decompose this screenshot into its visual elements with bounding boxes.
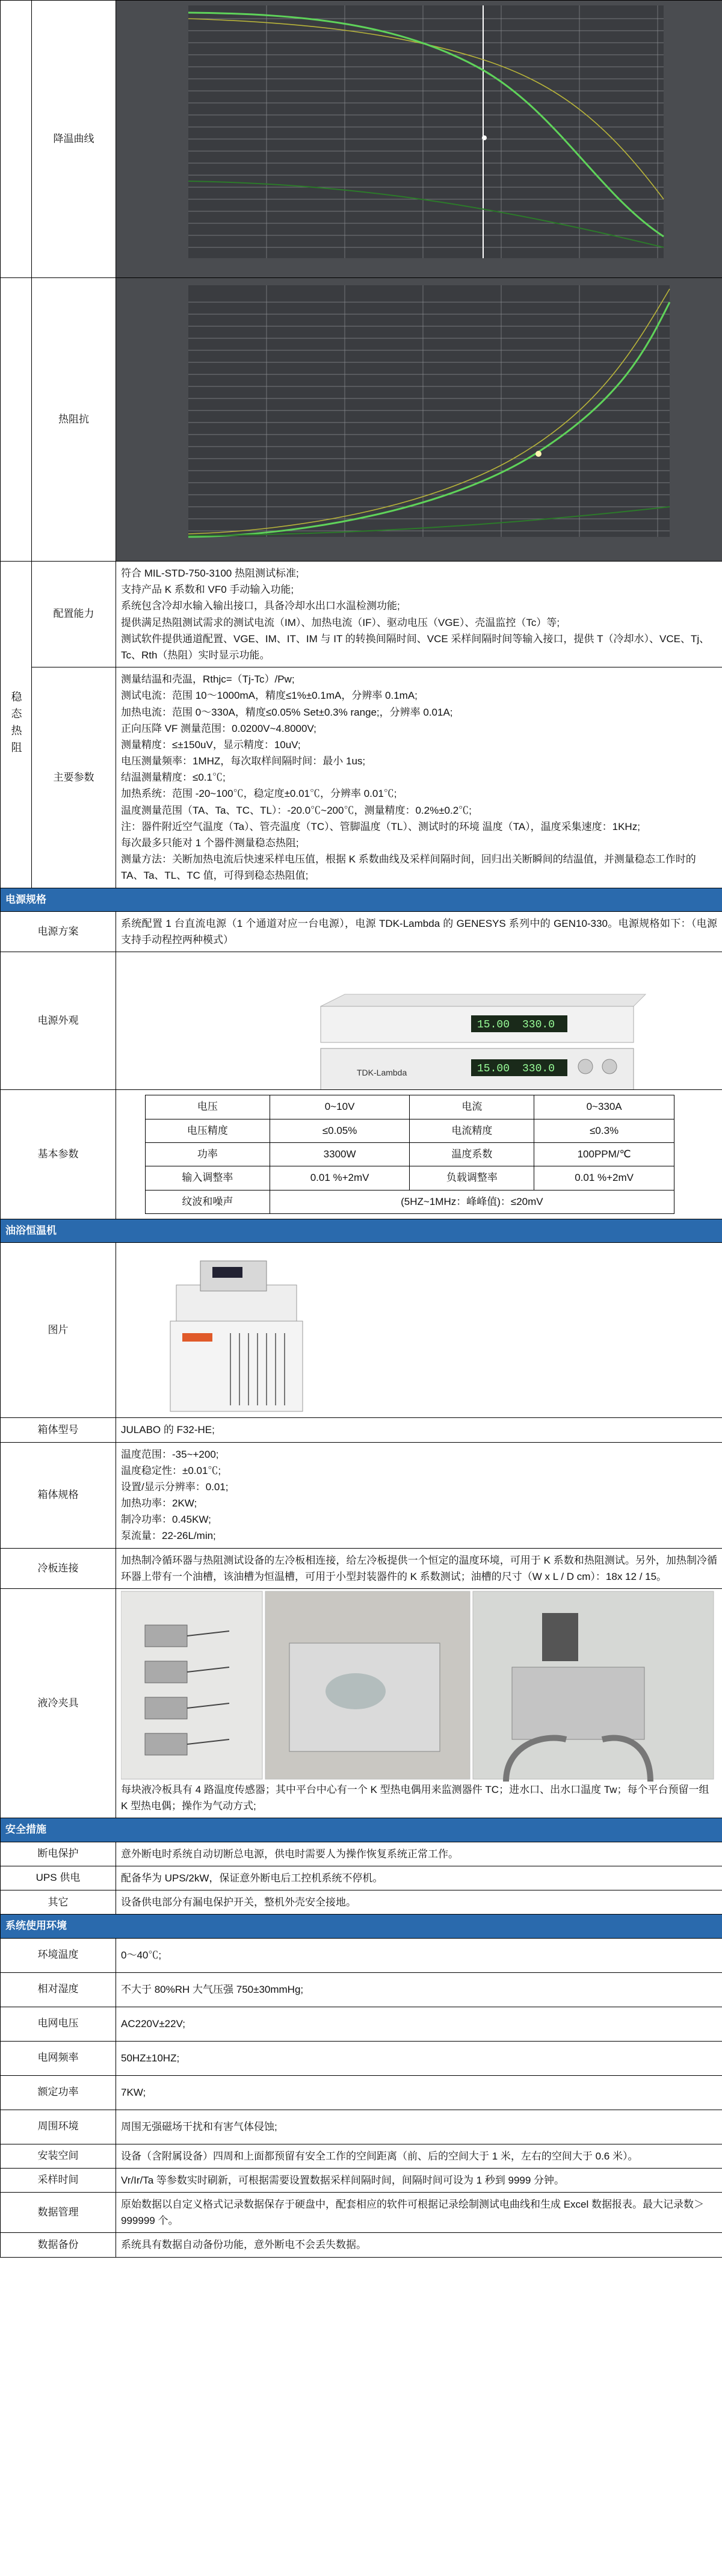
spec-cell: ≤0.05% [270, 1119, 410, 1142]
env-label: 额定功率 [1, 2075, 116, 2110]
row-safety [1, 1866, 722, 1890]
env-label: 相对湿度 [1, 1972, 116, 2007]
fixture-photos [121, 1589, 717, 1782]
param-line: 测试电流：范围 10～1000mA，精度≤1%±0.1mA，分辨率 0.1mA; [121, 690, 418, 702]
row-env [1, 2007, 722, 2041]
param-line: 温度测量范围（TA、Ta、TC、TL）：-20.0℃~200℃，测量精度：0.2%±0.2℃; [121, 804, 472, 816]
param-line: 电压测量频率：1MHZ，每次取样间隔时间：最小 1us; [121, 755, 366, 767]
row-env [1, 2110, 722, 2144]
safety-text: 设备供电部分有漏电保护开关，整机外壳安全接地。 [116, 1890, 722, 1915]
spec-row [146, 1095, 674, 1119]
env-text: 0～40℃; [116, 1938, 722, 1972]
power-appearance-label: 电源外观 [1, 952, 116, 1090]
spec-cell: 电流 [410, 1095, 534, 1119]
param-line: 加热系统：范围 -20~100℃，稳定度±0.01℃，分辨率 0.01℃; [121, 788, 397, 800]
section-env-title: 系统使用环境 [1, 1915, 722, 1938]
blank-cell [1, 278, 32, 562]
spec-cell: 负载调整率 [410, 1166, 534, 1190]
config-line: 测试软件提供通道配置、VGE、IM、IT、IM 与 IT 的转换间隔时间、VCE 采样间隔时间等输入接口，提供 T（冷却水）、VCE、Tj、Tc、Rth（热阻）实时显示功能。 [121, 633, 710, 661]
bath-model-label: 箱体型号 [1, 1418, 116, 1442]
bath-plate-text: 加热制冷循环器与热阻测试设备的左冷板相连接，给左冷板提供一个恒定的温度环境，可用于 K 系数和热阻测试。另外，加热制冷循环器上带有一个油槽，该油槽为恒温槽，可用于小型封装器件的 K 系数测试；油槽的尺寸（W x L / D cm）：18x 12 / 15。 [116, 1548, 722, 1588]
bath-image-cell [116, 1243, 722, 1418]
row-env [1, 2233, 722, 2257]
spec-cell: 功率 [146, 1142, 270, 1166]
config-line: 提供满足热阻测试需求的测试电流（IM）、加热电流（IF）、驱动电压（VGE）、壳温监控（Tc）等; [121, 616, 560, 628]
spec-row [146, 1166, 674, 1190]
row-env [1, 2193, 722, 2233]
display-current: 330.0 [522, 1019, 555, 1032]
cooling-curve-label: 降温曲线 [32, 1, 116, 278]
cooling-curve-chart-cell [116, 1, 722, 278]
bath-spec-line: 设置/显示分辨率：0.01; [121, 1481, 229, 1493]
row-env [1, 2168, 722, 2192]
row-bath-plate [1, 1548, 722, 1588]
row-safety [1, 1890, 722, 1915]
spec-cell: 温度系数 [410, 1142, 534, 1166]
bath-model-value: JULABO 的 F32-HE; [116, 1418, 722, 1442]
spec-row [146, 1119, 674, 1142]
row-thermal-resistance [1, 278, 722, 562]
env-text: 原始数据以自定义格式记录数据保存于硬盘中，配套相应的软件可根据记录绘制测试电曲线和生成 Excel 数据报表。最大记录数＞999999 个。 [116, 2193, 722, 2233]
spec-cell: 电流精度 [410, 1119, 534, 1142]
bath-spec-line: 温度范围：-35~+200; [121, 1448, 219, 1460]
env-text: Vr/Ir/Ta 等参数实时刷新，可根据需要设置数据采样间隔时间，间隔时间可设为 1 秒到 9999 分钟。 [116, 2168, 722, 2192]
param-line: 测量方法：关断加热电流后快速采样电压值，根据 K 系数曲线及采样间隔时间，回归出关断瞬间的结温值，并测量稳态工作时的 TA、Ta、TL、TC 值，可得到稳态热阻值; [121, 853, 696, 882]
section-env [1, 1915, 722, 1938]
row-params [1, 667, 722, 888]
brand-label: TDK-Lambda [357, 1068, 407, 1078]
env-text: 不大于 80%RH 大气压强 750±30mmHg; [116, 1972, 722, 2007]
spec-cell: 0~330A [534, 1095, 674, 1119]
cursor-marker [482, 135, 487, 140]
steady-state-side-label [1, 562, 32, 888]
env-text: 50HZ±10HZ; [116, 2041, 722, 2075]
power-appearance-image-cell [116, 952, 722, 1090]
section-bath-title: 油浴恒温机 [1, 1219, 722, 1243]
blank-cell [1, 1, 32, 278]
spec-row [146, 1190, 674, 1213]
env-label: 电网电压 [1, 2007, 116, 2041]
bath-spec-content [116, 1442, 722, 1548]
config-content [116, 562, 722, 667]
safety-text: 意外断电时系统自动切断总电源，供电时需要人为操作恢复系统正常工作。 [116, 1842, 722, 1866]
row-bath-fixture [1, 1589, 722, 1818]
spec-cell: 0.01 %+2mV [534, 1166, 674, 1190]
section-safety-title: 安全措施 [1, 1818, 722, 1842]
env-text: 周围无强磁场干扰和有害气体侵蚀; [116, 2110, 722, 2144]
row-cooling-curve [1, 1, 722, 278]
fixture-photo-1 [121, 1591, 262, 1779]
display-voltage: 15.00 [477, 1019, 510, 1032]
power-basic-cell [116, 1090, 722, 1219]
row-power-basic [1, 1090, 722, 1219]
display-voltage-2: 15.00 [477, 1063, 510, 1076]
safety-text: 配备华为 UPS/2kW，保证意外断电后工控机系统不停机。 [116, 1866, 722, 1890]
env-label: 采样时间 [1, 2168, 116, 2192]
cursor-marker-2 [535, 451, 542, 457]
row-env [1, 2041, 722, 2075]
env-label: 电网频率 [1, 2041, 116, 2075]
env-label: 周围环境 [1, 2110, 116, 2144]
section-power-title: 电源规格 [1, 888, 722, 911]
steady-state-side-text: 稳态热阻 [10, 690, 22, 758]
bath-fixture-cell [116, 1589, 722, 1818]
row-power-appearance [1, 952, 722, 1090]
bath-fixture-text: 每块液冷板具有 4 路温度传感器；其中平台中心有一个 K 型热电偶用来监测器件 TC；进水口、出水口温度 Tw；每个平台预留一组 K 型热电偶；操作为气动方式; [121, 1784, 709, 1812]
row-env [1, 1938, 722, 1972]
env-text: 设备（含附属设备）四周和上面都预留有安全工作的空间距离（前、后的空间大于 1 米，左右的空间大于 0.6 米）。 [116, 2144, 722, 2168]
params-label: 主要参数 [32, 667, 116, 888]
row-safety [1, 1842, 722, 1866]
env-text: AC220V±22V; [116, 2007, 722, 2041]
config-line: 系统包含冷却水输入输出接口，具备冷却水出口水温检测功能; [121, 600, 400, 612]
spec-cell: ≤0.3% [534, 1119, 674, 1142]
config-label: 配置能力 [32, 562, 116, 667]
bath-spec-line: 制冷功率：0.45KW; [121, 1514, 211, 1526]
env-text: 7KW; [116, 2075, 722, 2110]
section-bath [1, 1219, 722, 1243]
safety-label: 其它 [1, 1890, 116, 1915]
power-supply-image [116, 952, 722, 1089]
param-line: 结温测量精度：≤0.1℃; [121, 772, 226, 784]
bath-image-label: 图片 [1, 1243, 116, 1418]
display-current-2: 330.0 [522, 1063, 555, 1076]
env-label: 数据备份 [1, 2233, 116, 2257]
env-label: 数据管理 [1, 2193, 116, 2233]
params-content [116, 667, 722, 888]
spec-cell: 电压精度 [146, 1119, 270, 1142]
param-line: 注：器件附近空气温度（Ta）、管壳温度（TC）、管脚温度（TL）、测试时的环境 温度（TA），温度采集速度：1KHz; [121, 820, 640, 832]
circulator-image [116, 1243, 722, 1417]
param-line: 正向压降 VF 测量范围：0.0200V~4.8000V; [121, 722, 316, 734]
spec-cell: 输入调整率 [146, 1166, 270, 1190]
spec-cell: 电压 [146, 1095, 270, 1119]
thermal-resistance-chart-cell [116, 278, 722, 562]
thermal-resistance-label: 热阻抗 [32, 278, 116, 562]
row-power-scheme [1, 911, 722, 952]
cooling-curve-chart [116, 1, 722, 277]
section-safety [1, 1818, 722, 1842]
ripple-label: 纹波和噪声 [146, 1190, 270, 1213]
bath-spec-label: 箱体规格 [1, 1442, 116, 1548]
spec-cell: 0~10V [270, 1095, 410, 1119]
row-bath-image [1, 1243, 722, 1418]
power-basic-label: 基本参数 [1, 1090, 116, 1219]
spec-cell: 0.01 %+2mV [270, 1166, 410, 1190]
safety-label: 断电保护 [1, 1842, 116, 1866]
spec-row [146, 1142, 674, 1166]
ripple-value: (5HZ~1MHz：峰峰值)：≤20mV [270, 1190, 674, 1213]
row-env [1, 1972, 722, 2007]
spec-cell: 3300W [270, 1142, 410, 1166]
power-scheme-label: 电源方案 [1, 911, 116, 952]
row-env [1, 2075, 722, 2110]
env-label: 环境温度 [1, 1938, 116, 1972]
param-line: 测量结温和壳温，Rthjc=（Tj-Tc）/Pw; [121, 673, 295, 686]
thermal-resistance-chart [116, 278, 722, 561]
power-spec-table [145, 1095, 674, 1214]
env-text: 系统具有数据自动备份功能，意外断电不会丢失数据。 [116, 2233, 722, 2257]
bath-plate-label: 冷板连接 [1, 1548, 116, 1588]
power-scheme-text: 系统配置 1 台直流电源（1 个通道对应一台电源），电源 TDK-Lambda 的 GENESYS 系列中的 GEN10-330。电源规格如下：（电源支持手动程控两种模式） [116, 911, 722, 952]
row-bath-model [1, 1418, 722, 1442]
param-line: 测量精度：≤±150uV，显示精度：10uV; [121, 738, 301, 751]
bath-fixture-label: 液冷夹具 [1, 1589, 116, 1818]
param-line: 加热电流：范围 0～330A，精度≤0.05% Set±0.3% range;，分辨率 0.01A; [121, 706, 453, 718]
env-label: 安装空间 [1, 2144, 116, 2168]
spec-cell: 100PPM/℃ [534, 1142, 674, 1166]
safety-label: UPS 供电 [1, 1866, 116, 1890]
bath-spec-line: 泵流量：22-26L/min; [121, 1530, 216, 1542]
config-line: 支持产品 K 系数和 VF0 手动输入功能; [121, 584, 294, 596]
row-bath-spec [1, 1442, 722, 1548]
param-line: 每次最多只能对 1 个器件测量稳态热阻; [121, 837, 299, 849]
row-env [1, 2144, 722, 2168]
row-config [1, 562, 722, 667]
config-line: 符合 MIL-STD-750-3100 热阻测试标准; [121, 568, 299, 579]
section-power [1, 888, 722, 911]
bath-spec-line: 加热功率：2KW; [121, 1497, 197, 1509]
bath-spec-line: 温度稳定性：±0.01℃; [121, 1464, 221, 1476]
